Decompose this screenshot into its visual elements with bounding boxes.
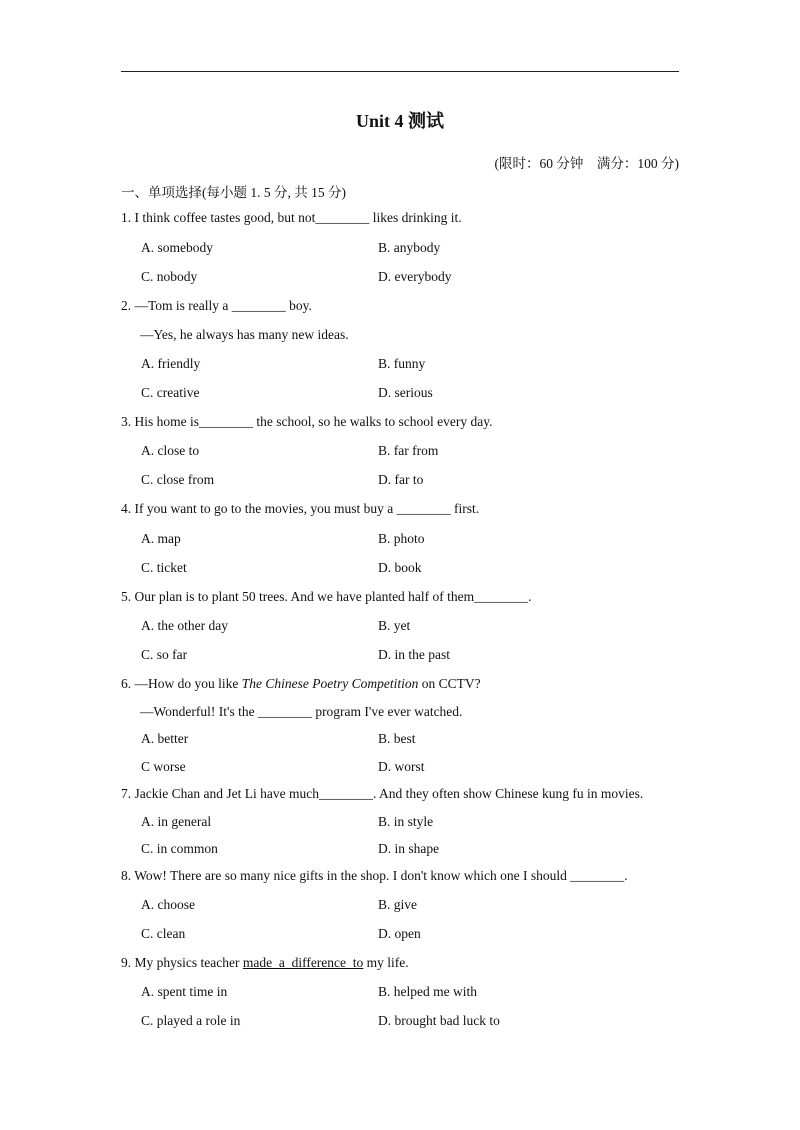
- question-text-start: My physics teacher: [134, 955, 243, 970]
- option-c: C. ticket: [141, 560, 187, 575]
- question-text-end: on CCTV?: [418, 676, 481, 691]
- section-heading: 一、单项选择(每小题 1. 5 分, 共 15 分): [121, 185, 346, 200]
- option-a: A. somebody: [141, 240, 213, 255]
- option-b: B. yet: [378, 618, 411, 633]
- question-number: 3.: [121, 414, 132, 429]
- option-d: D. serious: [378, 385, 433, 400]
- option-c: C worse: [141, 759, 186, 774]
- question-number: 1.: [121, 210, 132, 225]
- option-d: D. everybody: [378, 269, 452, 284]
- option-d: D. worst: [378, 759, 425, 774]
- option-a: A. choose: [141, 897, 195, 912]
- question-reply: —Yes, he always has many new ideas.: [140, 327, 349, 342]
- option-c: C. so far: [141, 647, 188, 662]
- question-text: —Tom is really a ________ boy.: [134, 298, 312, 313]
- option-d: D. open: [378, 926, 421, 941]
- question-number: 9.: [121, 955, 132, 970]
- question-text: Our plan is to plant 50 trees. And we have planted half of them________.: [134, 589, 532, 604]
- question-text-end: my life.: [363, 955, 409, 970]
- question-text: I think coffee tastes good, but not________ likes drinking it.: [134, 210, 462, 225]
- question-number: 2.: [121, 298, 132, 313]
- question-9: [121, 955, 681, 971]
- question-7: [121, 786, 681, 802]
- time-score-limit: (限时：60 分钟 满分：100 分): [494, 156, 679, 171]
- option-c: C. played a role in: [141, 1013, 241, 1028]
- question-text: Jackie Chan and Jet Li have much________. And they often show Chinese kung fu in movies.: [134, 786, 644, 801]
- question-number: 7.: [121, 786, 132, 801]
- option-d: D. in shape: [378, 841, 440, 856]
- option-b: B. far from: [378, 443, 439, 458]
- option-a: A. spent time in: [141, 984, 228, 999]
- option-b: B. give: [378, 897, 417, 912]
- question-6: [121, 676, 681, 692]
- underlined-phrase: made a difference to: [242, 955, 364, 970]
- option-a: A. close to: [141, 443, 200, 458]
- option-b: B. funny: [378, 356, 426, 371]
- option-a: A. friendly: [141, 356, 201, 371]
- question-1: [121, 210, 681, 226]
- option-c: C. in common: [141, 841, 218, 856]
- option-b: B. in style: [378, 814, 434, 829]
- question-number: 8.: [121, 868, 132, 883]
- question-number: 5.: [121, 589, 132, 604]
- option-a: A. in general: [141, 814, 212, 829]
- question-text: Wow! There are so many nice gifts in the shop. I don't know which one I should ________.: [134, 868, 628, 883]
- program-title: The Chinese Poetry Competition: [241, 676, 419, 691]
- option-c: C. creative: [141, 385, 200, 400]
- option-c: C. close from: [141, 472, 215, 487]
- question-2: [121, 298, 681, 314]
- question-4: [121, 501, 681, 517]
- option-a: A. the other day: [141, 618, 228, 633]
- option-d: D. far to: [378, 472, 424, 487]
- option-d: D. brought bad luck to: [378, 1013, 500, 1028]
- question-text-start: —How do you like: [134, 676, 242, 691]
- page-title: Unit 4 测试: [355, 111, 444, 131]
- option-b: B. best: [378, 731, 416, 746]
- question-text: If you want to go to the movies, you must buy a ________ first.: [134, 501, 480, 516]
- question-5: [121, 589, 681, 605]
- question-reply: —Wonderful! It's the ________ program I've ever watched.: [140, 704, 463, 719]
- option-b: B. anybody: [378, 240, 441, 255]
- option-d: D. book: [378, 560, 422, 575]
- option-b: B. photo: [378, 531, 425, 546]
- question-text: His home is________ the school, so he walks to school every day.: [134, 414, 493, 429]
- question-3: [121, 414, 681, 430]
- option-c: C. clean: [141, 926, 186, 941]
- question-number: 4.: [121, 501, 132, 516]
- option-d: D. in the past: [378, 647, 450, 662]
- header-rule: [121, 71, 679, 72]
- option-a: A. map: [141, 531, 181, 546]
- option-c: C. nobody: [141, 269, 198, 284]
- option-b: B. helped me with: [378, 984, 477, 999]
- option-a: A. better: [141, 731, 189, 746]
- question-number: 6.: [121, 676, 132, 691]
- question-8: [121, 868, 681, 884]
